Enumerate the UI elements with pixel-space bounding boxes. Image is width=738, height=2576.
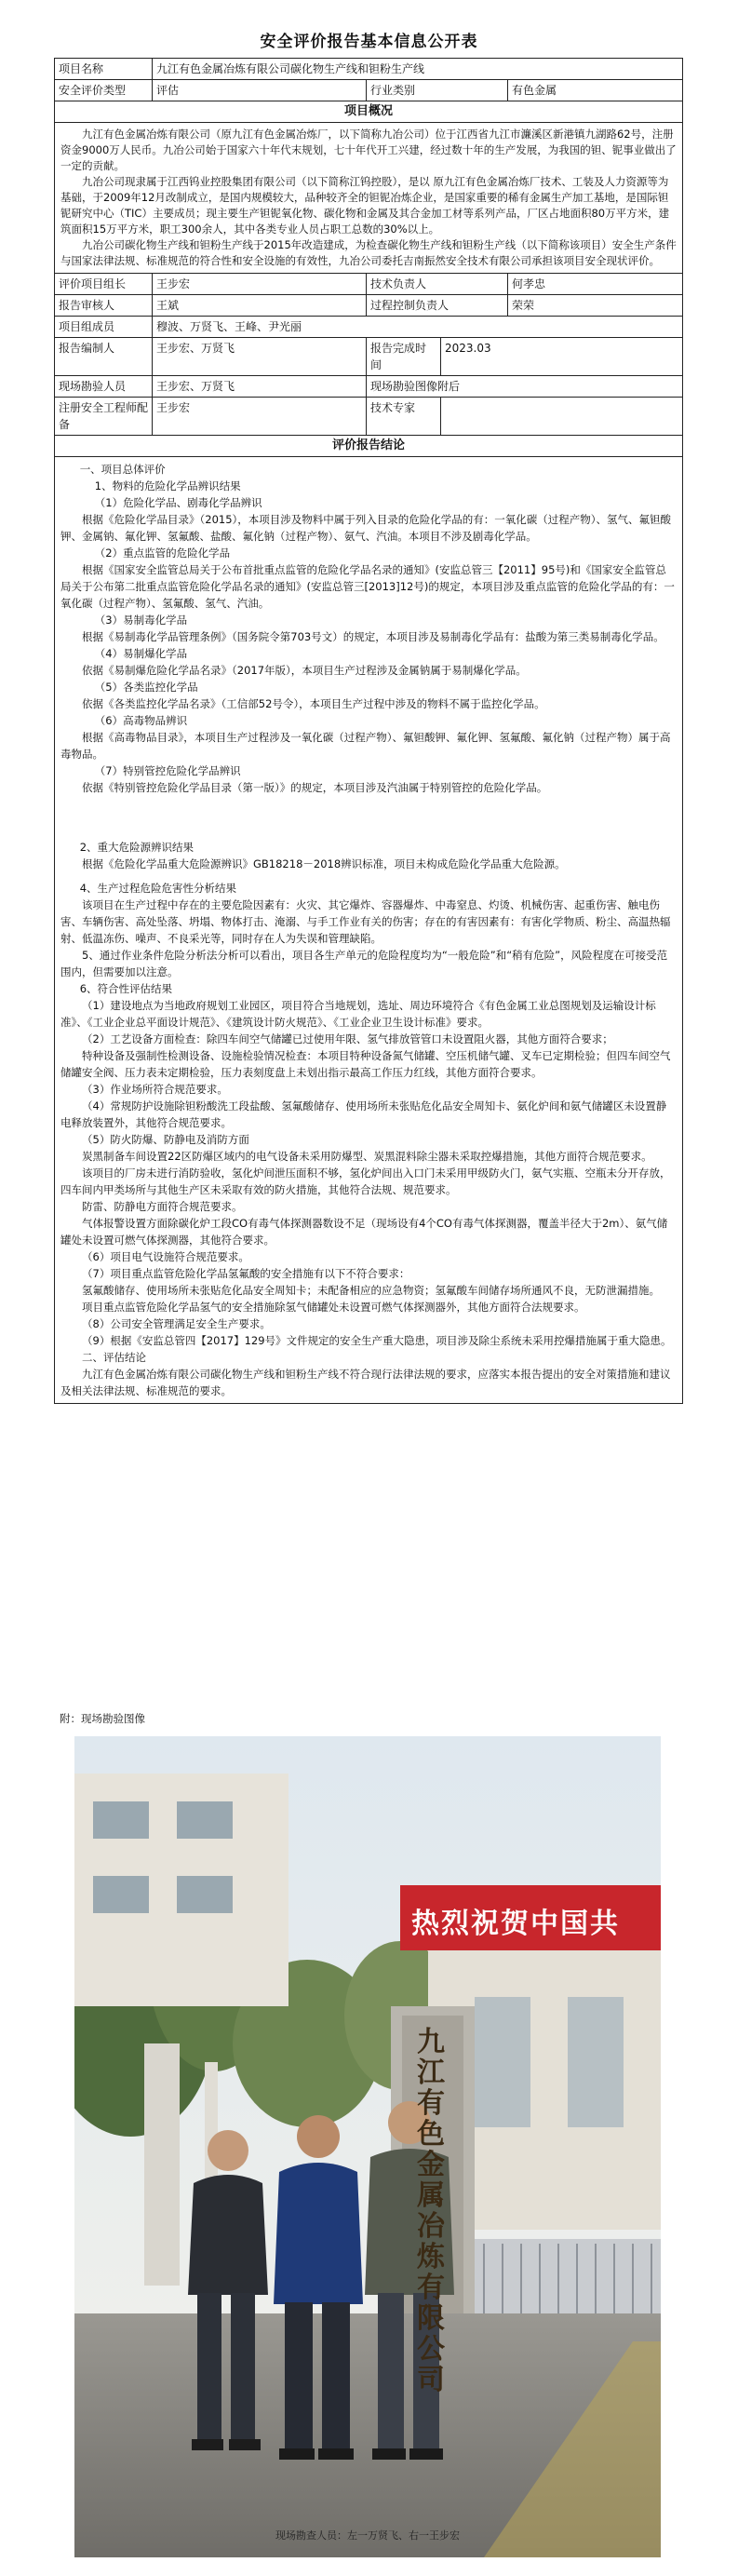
- conclusion-line: 5、通过作业条件危险分析法分析可以看出，项目各生产单元的危险程度均为“一般危险”和“稍有危险”，风险程度在可接受范围内，但需要加以注意。: [60, 949, 668, 978]
- expert-label: 技术专家: [367, 398, 441, 436]
- conclusion-line: 防雷、防静电方面符合规范要求。: [82, 1200, 243, 1213]
- leader: 王步宏: [153, 274, 367, 295]
- industry-label: 行业类别: [367, 80, 508, 101]
- process-lead-label: 过程控制负责人: [367, 295, 508, 317]
- conclusion-line: 九江有色金属冶炼有限公司碳化物生产线和钽粉生产线不符合现行法律法规的要求，应落实本报告提出的安全对策措施和建议及相关法律法规、标准规范的要求。: [60, 1368, 671, 1397]
- conclusion-line: （5）各类监控化学品: [94, 681, 198, 694]
- finish-time-label: 报告完成时间: [367, 338, 441, 376]
- finish-time: 2023.03: [441, 338, 683, 376]
- conclusion-line: 炭黑制备车间设置22区防爆区域内的电气设备未采用防爆型、炭黑混料除尘器未采取控爆措施，其他方面符合规范要求。: [82, 1150, 652, 1163]
- industry: 有色金属: [508, 80, 683, 101]
- page-title: 安全评价报告基本信息公开表: [260, 33, 478, 51]
- banner-text: 热烈祝贺中国共: [411, 1908, 620, 1940]
- site-people: 王步宏、万贤飞: [153, 376, 367, 398]
- conclusion-line: （4）常规防护设施除钽粉酸洗工段盐酸、氢氟酸储存、使用场所未张贴危化品安全周知卡、氨化炉间和氨气储罐区未设置静电释放装置外，其他符合规范要求。: [60, 1099, 667, 1129]
- conclusion-line: 气体报警设置方面除碳化炉工段CO有毒气体探测器数设不足（现场设有4个CO有毒气体探测器，覆盖半径大于2m）、氨气储罐处未设置可燃气体探测器，其他符合要求。: [60, 1217, 668, 1247]
- conclusion-line: 二、评估结论: [82, 1351, 146, 1364]
- site-photo: [74, 1736, 661, 2557]
- conclusion-line: 根据《易制毒化学品管理条例》（国务院令第703号文）的规定，本项目涉及易制毒化学品有：盐酸为第三类易制毒化学品。: [82, 630, 664, 643]
- conclusion-line: （3）作业场所符合规范要求。: [82, 1083, 228, 1096]
- writer-label: 报告编制人: [55, 338, 153, 376]
- conclusion-line: （1）建设地点为当地政府规划工业园区，项目符合当地规划，选址、周边环境符合《有色金属工业总图规划及运输设计标准》、《工业企业总平面设计规范》、《建筑设计防火规范》、《工业企业卫生设计标准》要求。: [60, 999, 656, 1029]
- overview-paragraph: 九冶公司现隶属于江西钨业控股集团有限公司（以下简称江钨控股），是以 原九江有色金属冶炼厂技术、工装及人力资源等为基础，于2009年12月改制成立，是国内规模较大，品种较齐全的钽铌冶炼企业，是国家重要的稀有金属生产加工基地，是国际钽铌研究中心（TIC）主要成员；现主要生产钽铌氧化物、碳化物和金属及其合金加工材等系列产品，厂区占地面积80万平方米，建筑面积15万平方米，职工300余人，其中各类专业人员占职工总数的30%以上。: [60, 175, 670, 236]
- attachment-note: 附：现场勘验图像: [60, 1712, 145, 1725]
- conclusion-line: 特种设备及强制性检测设备、设施检验情况检查：本项目特种设备氮气储罐、空压机储气罐、叉车已定期检验；但四车间空气储罐安全阀、压力表未定期检验，压力表刻度盘上未划出指示最高工作压力红线，其他方面符合要求。: [60, 1049, 671, 1079]
- conclusion-body: [55, 457, 683, 1404]
- conclusion-line: 依据《特别管控危险化学品目录（第一版）》的规定，本项目涉及汽油属于特别管控的危险化学品。: [82, 781, 548, 794]
- overview-heading: 项目概况: [55, 101, 683, 123]
- photo-caption: 现场勘查人员：左一万贤飞、右一王步宏: [275, 2529, 460, 2542]
- conclusion-line: （1）危险化学品、剧毒化学品辨识: [94, 496, 262, 509]
- members-label: 项目组成员: [55, 317, 153, 338]
- conclusion-heading: 评价报告结论: [55, 436, 683, 457]
- tech-lead: 何孝忠: [508, 274, 683, 295]
- conclusion-line: 根据《危险化学品重大危险源辨识》GB18218－2018辨识标准，项目未构成危险化学品重大危险源。: [82, 857, 566, 870]
- expert: [441, 398, 683, 436]
- info-table: [54, 58, 683, 1404]
- conclusion-line: （9）根据《安监总管四【2017】129号》文件规定的安全生产重大隐患，项目涉及除尘系统未采用控爆措施属于重大隐患。: [82, 1334, 672, 1347]
- project-name-label: 项目名称: [55, 59, 153, 80]
- conclusion-line: （6）项目电气设施符合规范要求。: [82, 1250, 249, 1263]
- conclusion-line: （7）特别管控危险化学品辨识: [94, 764, 241, 777]
- conclusion-line: 根据《高毒物品目录》，本项目生产过程涉及一氧化碳（过程产物）、氟钽酸钾、氟化钾、氢氟酸、氟化钠（过程产物）属于高毒物品。: [60, 731, 671, 761]
- overview-paragraph: 九冶公司碳化物生产线和钽粉生产线于2015年改造建成，为检查碳化物生产线和钽粉生产线（以下简称该项目）安全生产条件与国家法律法规、标准规范的符合性和安全设施的有效性，九冶公司委托吉南振然安全技术有限公司承担该项目安全现状评价。: [60, 238, 677, 267]
- conclusion-line: 氢氟酸储存、使用场所未张贴危化品安全周知卡；未配备相应的应急物资；氢氟酸车间储存场所通风不良，无防泄漏措施。: [82, 1284, 660, 1297]
- conclusion-line: 根据《危险化学品目录》（2015），本项目涉及物料中属于列入目录的危险化学品的有：一氧化碳（过程产物）、氢气、氟钽酸钾、金属钠、氟化钾、氢氟酸、盐酸、氟化钠（过程产物）、氨气、汽油。本项目不涉及剧毒化学品。: [60, 513, 672, 543]
- members: 穆波、万贤飞、王峰、尹光丽: [153, 317, 683, 338]
- conclusion-line: 一、项目总体评价: [79, 463, 166, 476]
- conclusion-line: （4）易制爆化学品: [94, 647, 188, 660]
- gate-sign-text: 九江有色金属冶炼有限公司: [417, 2026, 445, 2396]
- site-label: 现场勘验人员: [55, 376, 153, 398]
- auditor-label: 报告审核人: [55, 295, 153, 317]
- conclusion-line: 依据《各类监控化学品名录》（工信部52号令），本项目生产过程中涉及的物料不属于监控化学品。: [82, 697, 545, 710]
- conclusion-line: （2）工艺设备方面检查：除四车间空气储罐已过使用年限、氢气排放管管口未设置阻火器，其他方面符合要求；: [82, 1032, 613, 1045]
- eval-type: 评估: [153, 80, 367, 101]
- eval-type-label: 安全评价类型: [55, 80, 153, 101]
- auditor: 王斌: [153, 295, 367, 317]
- writer: 王步宏、万贤飞: [153, 338, 367, 376]
- project-name: 九江有色金属冶炼有限公司碳化物生产线和钽粉生产线: [153, 59, 683, 80]
- conclusion-line: （3）易制毒化学品: [94, 614, 188, 627]
- engineer-label: 注册安全工程师配备: [55, 398, 153, 436]
- conclusion-line: （6）高毒物品辨识: [94, 714, 188, 727]
- conclusion-line: （7）项目重点监管危险化学品氢氟酸的安全措施有以下不符合要求：: [82, 1267, 410, 1280]
- engineer: 王步宏: [153, 398, 367, 436]
- conclusion-line: 依据《易制爆危险化学品名录》（2017年版），本项目生产过程涉及金属钠属于易制爆化学品。: [82, 664, 527, 677]
- conclusion-line: 2、重大危险源辨识结果: [79, 841, 195, 854]
- tech-lead-label: 技术负责人: [367, 274, 508, 295]
- leader-label: 评价项目组长: [55, 274, 153, 295]
- conclusion-line: （2）重点监管的危险化学品: [94, 546, 231, 560]
- conclusion-line: 该项目在生产过程中存在的主要危险因素有：火灾、其它爆炸、容器爆炸、中毒窒息、灼烫、机械伤害、起重伤害、触电伤害、车辆伤害、高处坠落、坍塌、物体打击、淹溺、与手工作业有关的伤害；存在的有害因素有：有害化学物质、粉尘、高温热辐射、低温冻伤、噪声、不良采光等，同时存在人为失误和管理缺陷。: [60, 898, 671, 945]
- conclusion-line: （5）防火防爆、防静电及消防方面: [82, 1133, 249, 1146]
- conclusion-line: （8）公司安全管理满足安全生产要求。: [82, 1317, 271, 1330]
- conclusion-line: 6、符合性评估结果: [79, 982, 173, 995]
- overview-paragraph: 九江有色金属冶炼有限公司（原九江有色金属冶炼厂，以下简称九冶公司）位于江西省九江市濂溪区新港镇九湖路62号，注册资金9000万人民币。九冶公司始于国家六十年代末规划，七十年代开工兴建，经过数十年的生产发展，为我国的钽、铌事业做出了一定的贡献。: [60, 128, 677, 172]
- conclusion-line: 4、生产过程危险危害性分析结果: [79, 882, 237, 895]
- conclusion-line: 根据《国家安全监管总局关于公布首批重点监管的危险化学品名录的通知》(安监总管三【2011】95号)和《国家安全监管总局关于公布第二批重点监管危险化学品名录的通知》(安监总管三[2013]12号)的规定，本项目涉及重点监管的危险化学品的有：一氧化碳（过程产物）、氢氟酸、氢气、汽油。: [60, 563, 675, 610]
- site-photo-image: [74, 1736, 661, 2557]
- site-photo-note: 现场勘验图像附后: [367, 376, 683, 398]
- conclusion-line: 项目重点监管危险化学品氢气的安全措施除氢气储罐处未设置可燃气体探测器外，其他方面符合法规要求。: [82, 1301, 585, 1314]
- conclusion-line: 1、物料的危险化学品辨识结果: [94, 479, 241, 492]
- conclusion-line: 该项目的厂房未进行消防验收，氢化炉间泄压面积不够，氢化炉间出入口门未采用甲级防火门，氨气实瓶、空瓶未分开存放，四车间内甲类场所与其他生产区未采取有效的防火措施，其他符合法规、规范要求。: [60, 1167, 671, 1196]
- process-lead: 荣荣: [508, 295, 683, 317]
